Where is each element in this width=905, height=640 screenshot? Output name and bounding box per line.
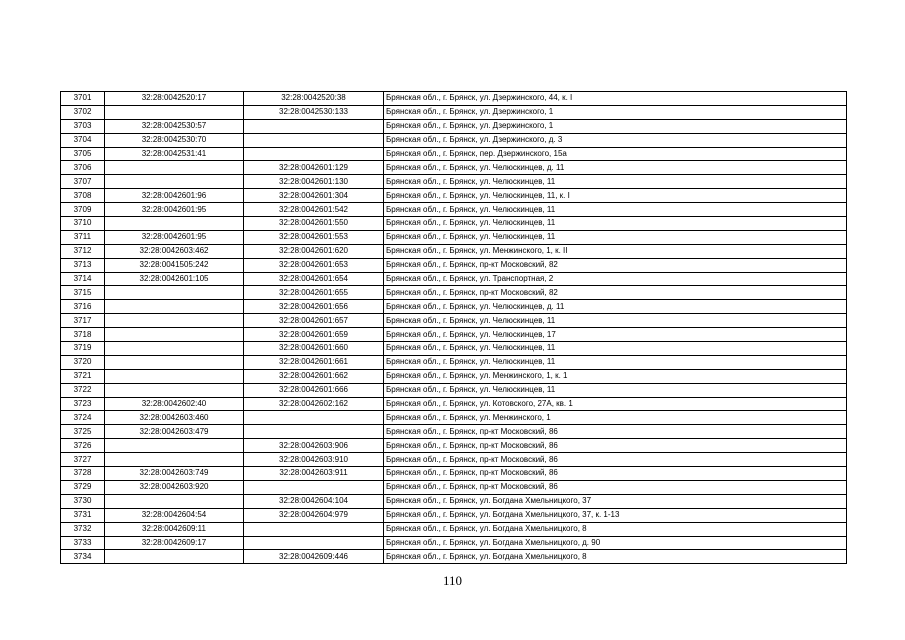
cadastral-number-parcel <box>105 439 244 453</box>
cadastral-number-object <box>244 411 384 425</box>
table-row <box>61 217 847 231</box>
cadastral-number-object: 32:28:0042601:653 <box>244 258 384 272</box>
table-row <box>61 119 847 133</box>
address: Брянская обл., г. Брянск, ул. Челюскинцев, 11 <box>384 342 847 356</box>
address: Брянская обл., г. Брянск, ул. Дзержинского, 44, к. I <box>384 92 847 106</box>
cadastral-number-parcel <box>105 300 244 314</box>
cadastral-number-object: 32:28:0042601:655 <box>244 286 384 300</box>
table-row <box>61 536 847 550</box>
cadastral-number-object: 32:28:0042601:659 <box>244 328 384 342</box>
address: Брянская обл., г. Брянск, пр-кт Московский, 86 <box>384 453 847 467</box>
row-number: 3725 <box>61 425 105 439</box>
cadastral-number-object: 32:28:0042601:661 <box>244 355 384 369</box>
address: Брянская обл., г. Брянск, ул. Челюскинцев, 11 <box>384 175 847 189</box>
table-row <box>61 397 847 411</box>
cadastral-number-object: 32:28:0042530:133 <box>244 105 384 119</box>
cadastral-number-object: 32:28:0042601:654 <box>244 272 384 286</box>
cadastral-number-parcel: 32:28:0041505:242 <box>105 258 244 272</box>
address: Брянская обл., г. Брянск, ул. Дзержинского, д. 3 <box>384 133 847 147</box>
cadastral-number-object <box>244 147 384 161</box>
cadastral-number-parcel: 32:28:0042603:920 <box>105 480 244 494</box>
row-number: 3727 <box>61 453 105 467</box>
table-row <box>61 230 847 244</box>
row-number: 3715 <box>61 286 105 300</box>
table-row <box>61 550 847 564</box>
address: Брянская обл., г. Брянск, ул. Челюскинцев, 11 <box>384 203 847 217</box>
table-row <box>61 92 847 106</box>
row-number: 3712 <box>61 244 105 258</box>
address: Брянская обл., г. Брянск, ул. Котовского, 27А, кв. 1 <box>384 397 847 411</box>
cadastral-number-parcel: 32:28:0042603:462 <box>105 244 244 258</box>
table-row <box>61 508 847 522</box>
table-row <box>61 355 847 369</box>
address: Брянская обл., г. Брянск, ул. Челюскинцев, 11 <box>384 217 847 231</box>
cadastral-number-object <box>244 133 384 147</box>
cadastral-number-parcel <box>105 286 244 300</box>
cadastral-number-object: 32:28:0042604:979 <box>244 508 384 522</box>
table-row <box>61 258 847 272</box>
cadastral-number-parcel: 32:28:0042531:41 <box>105 147 244 161</box>
cadastral-number-parcel <box>105 355 244 369</box>
cadastral-number-object: 32:28:0042604:104 <box>244 494 384 508</box>
table-row <box>61 453 847 467</box>
cadastral-number-object: 32:28:0042601:553 <box>244 230 384 244</box>
cadastral-number-object: 32:28:0042601:660 <box>244 342 384 356</box>
address: Брянская обл., г. Брянск, пр-кт Московский, 82 <box>384 286 847 300</box>
table-row <box>61 369 847 383</box>
table-row <box>61 105 847 119</box>
row-number: 3703 <box>61 119 105 133</box>
cadastral-number-parcel <box>105 342 244 356</box>
table-row <box>61 439 847 453</box>
table-row <box>61 203 847 217</box>
address: Брянская обл., г. Брянск, ул. Челюскинцев, 11 <box>384 314 847 328</box>
cadastral-number-object <box>244 480 384 494</box>
cadastral-number-parcel <box>105 383 244 397</box>
cadastral-number-parcel <box>105 328 244 342</box>
address: Брянская обл., г. Брянск, ул. Челюскинцев, 17 <box>384 328 847 342</box>
cadastral-number-object: 32:28:0042609:446 <box>244 550 384 564</box>
cadastral-number-object: 32:28:0042603:911 <box>244 467 384 481</box>
cadastral-number-object: 32:28:0042601:542 <box>244 203 384 217</box>
cadastral-number-parcel: 32:28:0042601:95 <box>105 230 244 244</box>
address: Брянская обл., г. Брянск, ул. Богдана Хмельницкого, 37, к. 1-13 <box>384 508 847 522</box>
cadastral-number-object <box>244 119 384 133</box>
address: Брянская обл., г. Брянск, ул. Челюскинцев, 11 <box>384 355 847 369</box>
cadastral-number-parcel: 32:28:0042603:460 <box>105 411 244 425</box>
table-row <box>61 189 847 203</box>
address: Брянская обл., г. Брянск, ул. Менжинского, 1, к. II <box>384 244 847 258</box>
cadastral-number-parcel <box>105 161 244 175</box>
row-number: 3704 <box>61 133 105 147</box>
table-row <box>61 286 847 300</box>
cadastral-number-object: 32:28:0042601:666 <box>244 383 384 397</box>
cadastral-number-parcel: 32:28:0042601:105 <box>105 272 244 286</box>
address: Брянская обл., г. Брянск, ул. Челюскинцев, д. 11 <box>384 161 847 175</box>
table-row <box>61 480 847 494</box>
cadastral-number-object: 32:28:0042520:38 <box>244 92 384 106</box>
cadastral-number-parcel: 32:28:0042602:40 <box>105 397 244 411</box>
table-row <box>61 342 847 356</box>
table-row <box>61 244 847 258</box>
row-number: 3714 <box>61 272 105 286</box>
row-number: 3716 <box>61 300 105 314</box>
table-row <box>61 328 847 342</box>
cadastral-number-object: 32:28:0042601:662 <box>244 369 384 383</box>
row-number: 3711 <box>61 230 105 244</box>
address: Брянская обл., г. Брянск, пер. Дзержинского, 15а <box>384 147 847 161</box>
row-number: 3702 <box>61 105 105 119</box>
cadastral-number-parcel: 32:28:0042609:17 <box>105 536 244 550</box>
table-row <box>61 411 847 425</box>
row-number: 3730 <box>61 494 105 508</box>
cadastral-number-parcel <box>105 369 244 383</box>
cadastral-number-parcel: 32:28:0042530:70 <box>105 133 244 147</box>
address: Брянская обл., г. Брянск, ул. Менжинского, 1 <box>384 411 847 425</box>
cadastral-number-parcel: 32:28:0042604:54 <box>105 508 244 522</box>
address: Брянская обл., г. Брянск, ул. Челюскинцев, д. 11 <box>384 300 847 314</box>
cadastral-number-parcel <box>105 494 244 508</box>
address: Брянская обл., г. Брянск, пр-кт Московский, 86 <box>384 480 847 494</box>
cadastral-number-object <box>244 425 384 439</box>
row-number: 3710 <box>61 217 105 231</box>
table-row <box>61 425 847 439</box>
cadastral-number-parcel: 32:28:0042609:11 <box>105 522 244 536</box>
table-row <box>61 161 847 175</box>
row-number: 3709 <box>61 203 105 217</box>
address: Брянская обл., г. Брянск, ул. Челюскинцев, 11 <box>384 383 847 397</box>
row-number: 3717 <box>61 314 105 328</box>
table-row <box>61 383 847 397</box>
cadastral-number-object: 32:28:0042601:620 <box>244 244 384 258</box>
address: Брянская обл., г. Брянск, ул. Богдана Хмельницкого, 8 <box>384 522 847 536</box>
row-number: 3720 <box>61 355 105 369</box>
cadastral-number-parcel: 32:28:0042520:17 <box>105 92 244 106</box>
cadastral-number-parcel <box>105 105 244 119</box>
row-number: 3726 <box>61 439 105 453</box>
address: Брянская обл., г. Брянск, пр-кт Московский, 86 <box>384 467 847 481</box>
row-number: 3729 <box>61 480 105 494</box>
address: Брянская обл., г. Брянск, ул. Богдана Хмельницкого, д. 90 <box>384 536 847 550</box>
table-row <box>61 522 847 536</box>
cadastral-number-object: 32:28:0042601:304 <box>244 189 384 203</box>
address: Брянская обл., г. Брянск, пр-кт Московский, 86 <box>384 439 847 453</box>
row-number: 3723 <box>61 397 105 411</box>
cadastral-number-parcel <box>105 453 244 467</box>
table-row <box>61 467 847 481</box>
cadastral-number-object: 32:28:0042601:130 <box>244 175 384 189</box>
registry-table <box>60 91 847 564</box>
row-number: 3732 <box>61 522 105 536</box>
row-number: 3706 <box>61 161 105 175</box>
row-number: 3731 <box>61 508 105 522</box>
address: Брянская обл., г. Брянск, ул. Дзержинского, 1 <box>384 119 847 133</box>
row-number: 3707 <box>61 175 105 189</box>
row-number: 3719 <box>61 342 105 356</box>
cadastral-number-parcel <box>105 314 244 328</box>
cadastral-number-parcel <box>105 217 244 231</box>
cadastral-number-object <box>244 522 384 536</box>
cadastral-number-parcel: 32:28:0042601:96 <box>105 189 244 203</box>
address: Брянская обл., г. Брянск, ул. Транспортная, 2 <box>384 272 847 286</box>
table-row <box>61 314 847 328</box>
cadastral-number-parcel <box>105 175 244 189</box>
table-row <box>61 147 847 161</box>
address: Брянская обл., г. Брянск, пр-кт Московский, 82 <box>384 258 847 272</box>
cadastral-number-object: 32:28:0042601:129 <box>244 161 384 175</box>
cadastral-number-parcel <box>105 550 244 564</box>
row-number: 3701 <box>61 92 105 106</box>
cadastral-number-object: 32:28:0042603:910 <box>244 453 384 467</box>
table-row <box>61 175 847 189</box>
row-number: 3721 <box>61 369 105 383</box>
row-number: 3724 <box>61 411 105 425</box>
row-number: 3718 <box>61 328 105 342</box>
cadastral-number-object: 32:28:0042601:657 <box>244 314 384 328</box>
row-number: 3728 <box>61 467 105 481</box>
row-number: 3708 <box>61 189 105 203</box>
cadastral-number-object <box>244 536 384 550</box>
table-row <box>61 494 847 508</box>
cadastral-number-parcel: 32:28:0042530:57 <box>105 119 244 133</box>
cadastral-number-object: 32:28:0042601:550 <box>244 217 384 231</box>
cadastral-number-parcel: 32:28:0042603:749 <box>105 467 244 481</box>
address: Брянская обл., г. Брянск, ул. Челюскинцев, 11, к. I <box>384 189 847 203</box>
table-row <box>61 272 847 286</box>
registry-table-body <box>61 92 847 564</box>
row-number: 3733 <box>61 536 105 550</box>
page-number: 110 <box>442 573 463 588</box>
address: Брянская обл., г. Брянск, ул. Менжинского, 1, к. 1 <box>384 369 847 383</box>
row-number: 3705 <box>61 147 105 161</box>
row-number: 3734 <box>61 550 105 564</box>
cadastral-number-parcel: 32:28:0042603:479 <box>105 425 244 439</box>
cadastral-number-object: 32:28:0042603:906 <box>244 439 384 453</box>
table-row <box>61 300 847 314</box>
address: Брянская обл., г. Брянск, ул. Челюскинцев, 11 <box>384 230 847 244</box>
cadastral-number-parcel: 32:28:0042601:95 <box>105 203 244 217</box>
cadastral-number-object: 32:28:0042602:162 <box>244 397 384 411</box>
table-row <box>61 133 847 147</box>
address: Брянская обл., г. Брянск, ул. Богдана Хмельницкого, 8 <box>384 550 847 564</box>
address: Брянская обл., г. Брянск, ул. Дзержинского, 1 <box>384 105 847 119</box>
address: Брянская обл., г. Брянск, ул. Богдана Хмельницкого, 37 <box>384 494 847 508</box>
row-number: 3713 <box>61 258 105 272</box>
row-number: 3722 <box>61 383 105 397</box>
cadastral-number-object: 32:28:0042601:656 <box>244 300 384 314</box>
address: Брянская обл., г. Брянск, пр-кт Московский, 86 <box>384 425 847 439</box>
